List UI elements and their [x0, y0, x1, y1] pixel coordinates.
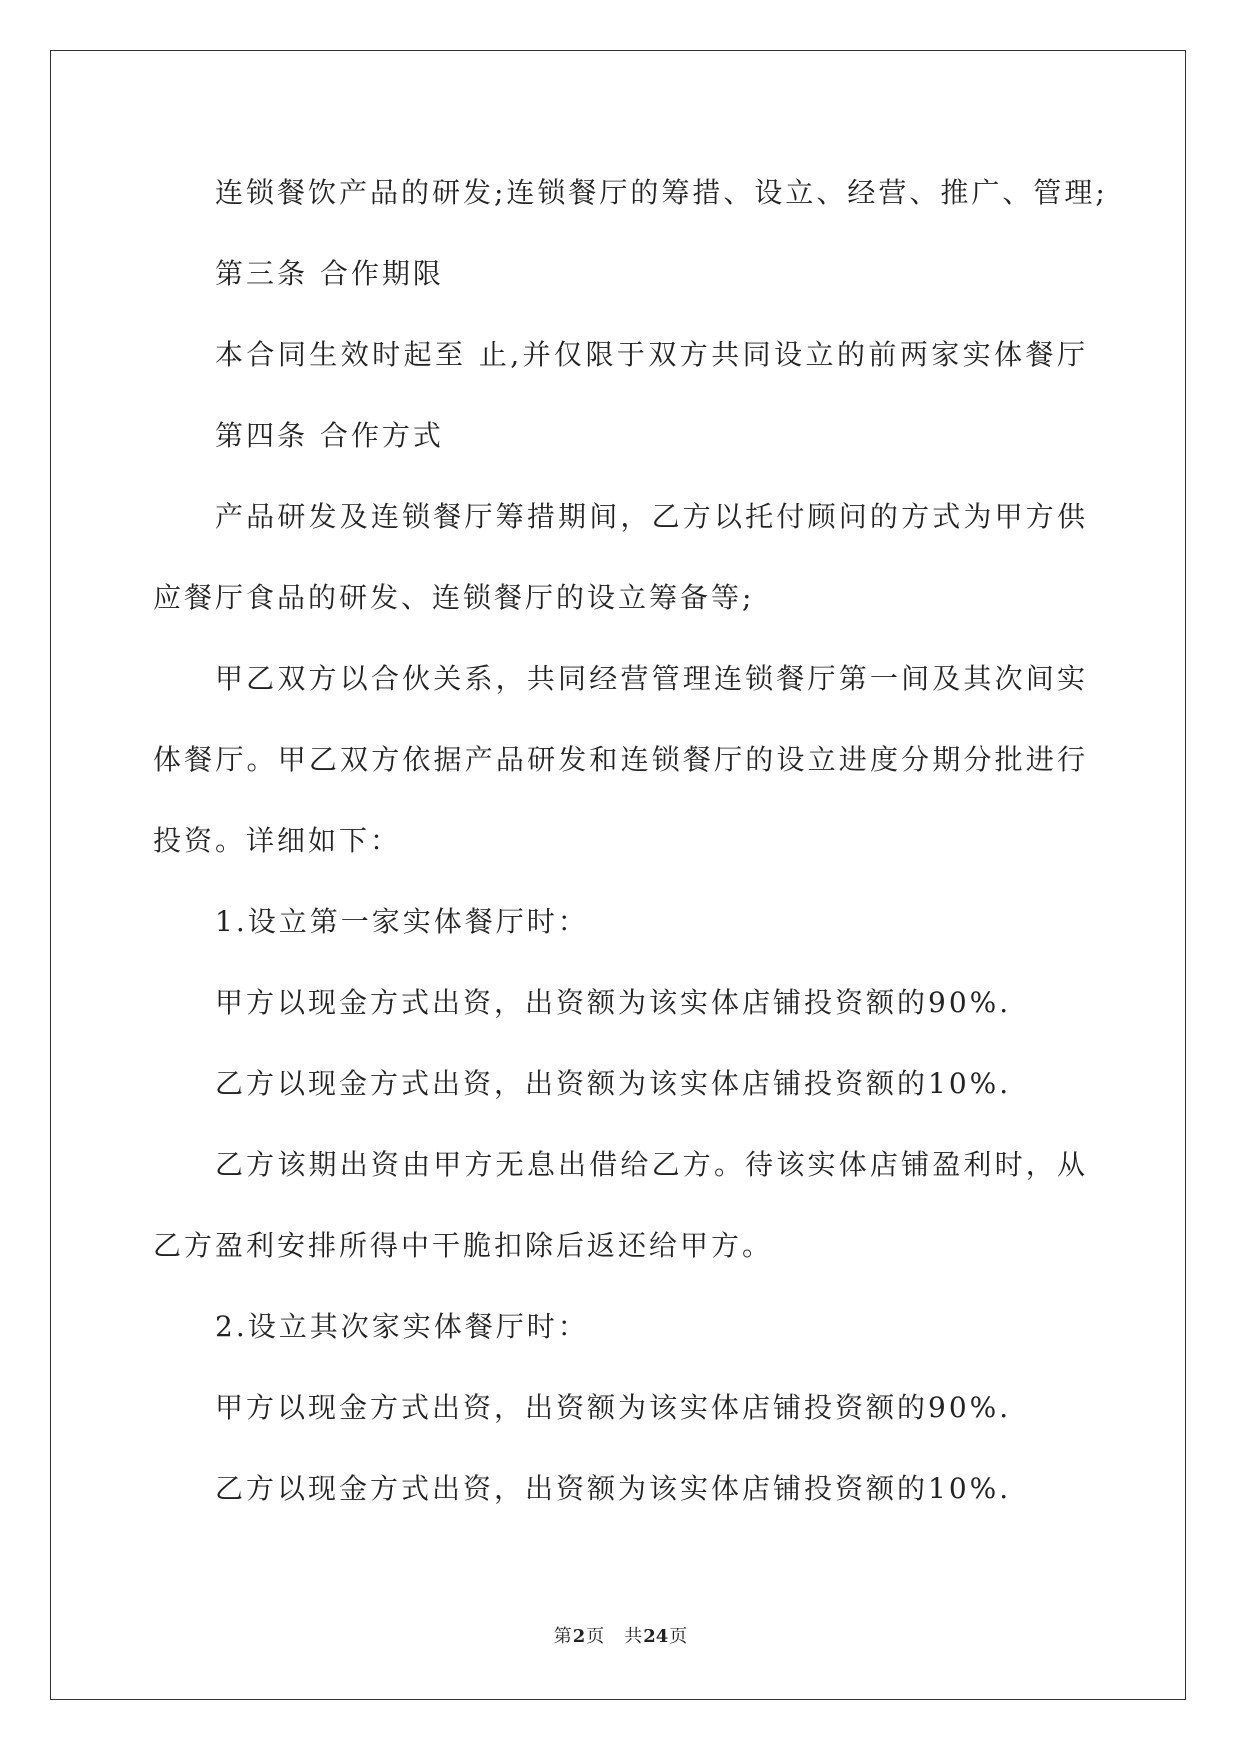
paragraph [153, 152, 1108, 233]
paragraph [153, 1043, 1088, 1124]
list-item-text: 1.设立第一家实体餐厅时： [215, 905, 589, 938]
paragraph [153, 476, 1088, 638]
list-item [153, 881, 1088, 962]
article-heading-text: 第三条 合作期限 [215, 257, 444, 290]
page-footer [0, 1624, 1241, 1650]
total-suffix: 页 [669, 1626, 688, 1647]
paragraph [153, 1124, 1088, 1286]
total-pages-number: 24 [643, 1626, 669, 1647]
text-line: 甲方以现金方式出资，出资额为该实体店铺投资额的90%. [215, 986, 1012, 1019]
article-heading-text: 第四条 合作方式 [215, 419, 444, 452]
text-line: 乙方以现金方式出资，出资额为该实体店铺投资额的10%. [215, 1472, 1012, 1505]
text-line: 本合同生效时起至 止,并仅限于双方共同设立的前两家实体餐厅 [215, 338, 1088, 371]
list-item-text: 2.设立其次家实体餐厅时： [215, 1310, 589, 1343]
paragraph [153, 314, 1088, 395]
page-suffix: 页 [586, 1626, 605, 1647]
list-item [153, 1286, 1088, 1367]
article-heading [153, 233, 1088, 314]
text-line: 产品研发及连锁餐厅筹措期间，乙方以托付顾问的方式为甲方供 [215, 500, 1088, 533]
paragraph [153, 962, 1088, 1043]
text-line: 应餐厅食品的研发、连锁餐厅的设立筹备等; [153, 581, 755, 614]
text-line: 体餐厅。甲乙双方依据产品研发和连锁餐厅的设立进度分期分批进行 [153, 743, 1088, 776]
total-pages [624, 1626, 687, 1647]
text-line: 甲方以现金方式出资，出资额为该实体店铺投资额的90%. [215, 1391, 1012, 1424]
paragraph [153, 638, 1088, 881]
total-prefix: 共 [624, 1626, 643, 1647]
text-line: 乙方以现金方式出资，出资额为该实体店铺投资额的10%. [215, 1067, 1012, 1100]
text-line: 连锁餐饮产品的研发;连锁餐厅的筹措、设立、经营、推广、管理; [215, 176, 1108, 209]
page-prefix: 第 [553, 1626, 572, 1647]
article-heading [153, 395, 1088, 476]
document-body [153, 152, 1108, 1529]
text-line: 乙方该期出资由甲方无息出借给乙方。待该实体店铺盈利时，从 [215, 1148, 1088, 1181]
paragraph [153, 1367, 1088, 1448]
text-line: 乙方盈利安排所得中干脆扣除后返还给甲方。 [153, 1229, 774, 1262]
page-number [554, 1626, 605, 1647]
text-line: 甲乙双方以合伙关系，共同经营管理连锁餐厅第一间及其次间实 [215, 662, 1088, 695]
current-page-number: 2 [572, 1626, 586, 1647]
paragraph [153, 1448, 1088, 1529]
text-line: 投资。详细如下： [153, 824, 402, 857]
